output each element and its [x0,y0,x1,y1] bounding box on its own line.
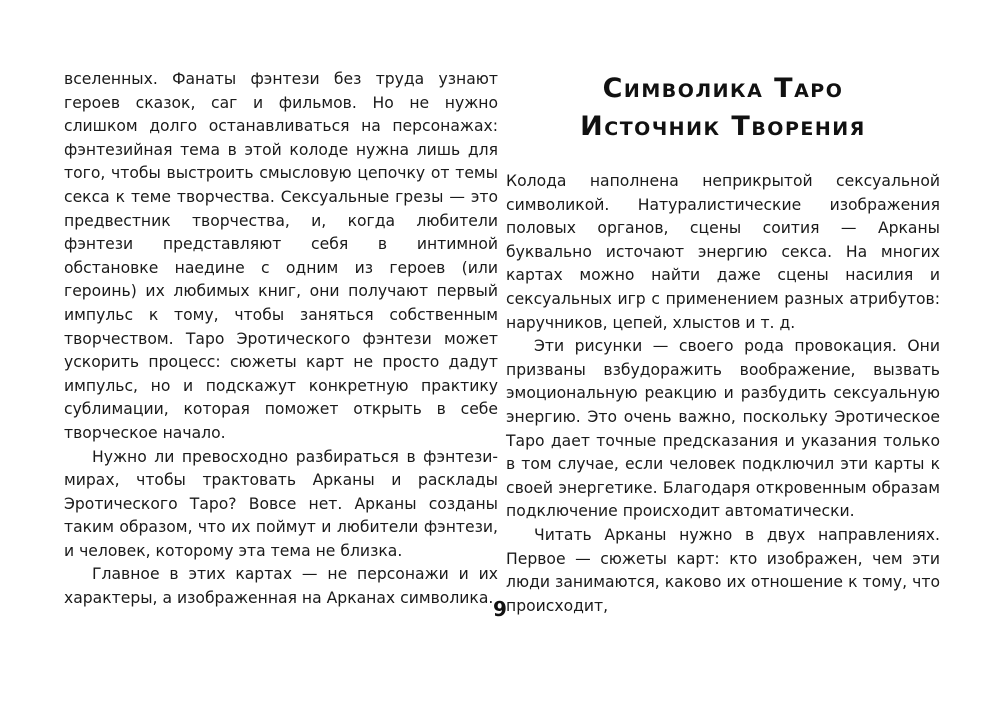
section-heading [506,70,940,146]
left-text-column [64,68,498,611]
heading-line-1: Символика Таро [602,73,844,104]
left-paragraph-2: Нужно ли превосходно разбираться в фэнтези-мирах, чтобы трактовать Арканы и расклады Эротического Таро? Вовсе нет. Арканы созданы таким образом, что их поймут и любители фэнтези, и человек, которому эта тема не близка. [64,447,498,560]
right-text-column [506,170,940,618]
left-paragraph-3: Главное в этих картах — не персонажи и их характеры, а изображенная на Арканах символика. [64,565,498,608]
left-paragraph-1: вселенных. Фанаты фэнтези без труда узнают героев сказок, саг и фильмов. Но не нужно слишком долго останавливаться на персонажах: фэнтезийная тема в этой колоде нужна лишь для того, чтобы выстроить смысловую цепочку от темы секса к теме творчества. Сексуальные грезы — это предвестник творчества, и, когда любители фэнтези представляют себя в интимной обстановке наедине с одним из героев (или героинь) их любимых книг, они получают первый импульс к тому, чтобы заняться собственным творчеством. Таро Эротического фэнтези может ускорить процесс: сюжеты карт не просто дадут импульс, но и подскажут конкретную практику сублимации, которая поможет открыть в себе творческое начало. [64,70,498,442]
right-paragraph-2: Эти рисунки — своего рода провокация. Они призваны взбудоражить воображение, вызвать эмоциональную реакцию и разбудить сексуальную энергию. Это очень важно, поскольку Эротическое Таро дает точные предсказания и указания только в том случае, если человек подключил эти карты к своей энергетике. Благодаря откровенным образам подключение происходит автоматически. [506,337,940,521]
page-number: 9 [493,597,507,621]
heading-line-2: Источник Творения [580,111,866,142]
right-paragraph-3: Читать Арканы нужно в двух направлениях. Первое — сюжеты карт: кто изображен, чем эти люди занимаются, каково их отношение к тому, что происходит, [506,525,940,615]
right-paragraph-1: Колода наполнена неприкрытой сексуальной символикой. Натуралистические изображения половых органов, сцены соития — Арканы буквально источают энергию секса. На многих картах можно найти даже сцены насилия и сексуальных игр с применением разных атрибутов: наручников, цепей, хлыстов и т. д. [506,172,940,332]
